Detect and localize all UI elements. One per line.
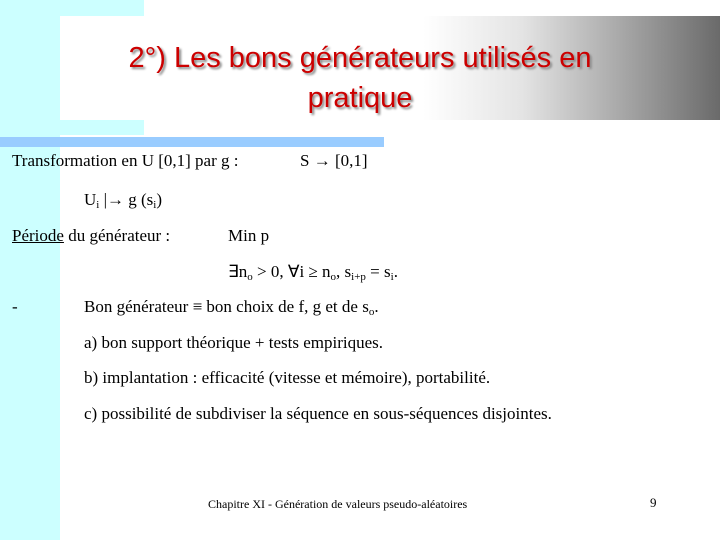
u-mapping-line (84, 190, 162, 211)
exists-sub-o2: o (330, 271, 337, 283)
s-subscript: i (153, 199, 157, 211)
title-underline-bar (0, 137, 384, 147)
period-value: Min p (228, 226, 270, 245)
exists-sub-o1: o (247, 271, 253, 283)
good-part-b: . (374, 297, 379, 316)
exists-condition (228, 262, 398, 283)
good-sub-o: o (368, 306, 375, 318)
exists-part-a: ∃n (228, 262, 248, 281)
good-generator-line (84, 297, 379, 318)
exists-part-c: , s (336, 262, 352, 281)
list-item-c: c) possibilité de subdiviser la séquence en sous-séquences disjointes. (84, 404, 552, 423)
page-number: 9 (650, 495, 657, 510)
transformation-mapping: S → [0,1] (300, 151, 368, 170)
good-part-a: Bon générateur ≡ bon choix de f, g et de s (84, 297, 369, 316)
u-close-paren: ) (156, 190, 163, 209)
exists-part-e: . (393, 262, 398, 281)
exists-sub-i: i (390, 271, 394, 283)
u-subscript: i (96, 199, 100, 211)
exists-part-b: > 0, ∀i ≥ n (252, 262, 331, 281)
period-line (12, 226, 170, 246)
period-link[interactable]: Période (12, 226, 64, 245)
period-label-rest: du générateur : (63, 226, 171, 245)
list-item-b: b) implantation : efficacité (vitesse et mémoire), portabilité. (84, 368, 491, 387)
u-symbol: U (84, 190, 97, 209)
slide-title (20, 38, 700, 118)
list-item-a: a) bon support théorique + tests empiriques. (84, 333, 384, 352)
slide-title-line2: pratique (307, 82, 413, 114)
slide-title-line1: 2°) Les bons générateurs utilisés en (128, 42, 592, 74)
background-left-strip (0, 135, 60, 540)
bullet-dash: - (12, 297, 18, 316)
exists-part-d: = s (365, 262, 391, 281)
exists-sub-ip: i+p (351, 271, 366, 283)
u-arrow-text: |→ g (s (99, 190, 154, 209)
transformation-label: Transformation en U [0,1] par g : (12, 151, 239, 170)
slide-footer: Chapitre XI - Génération de valeurs pseudo-aléatoires (208, 497, 468, 511)
